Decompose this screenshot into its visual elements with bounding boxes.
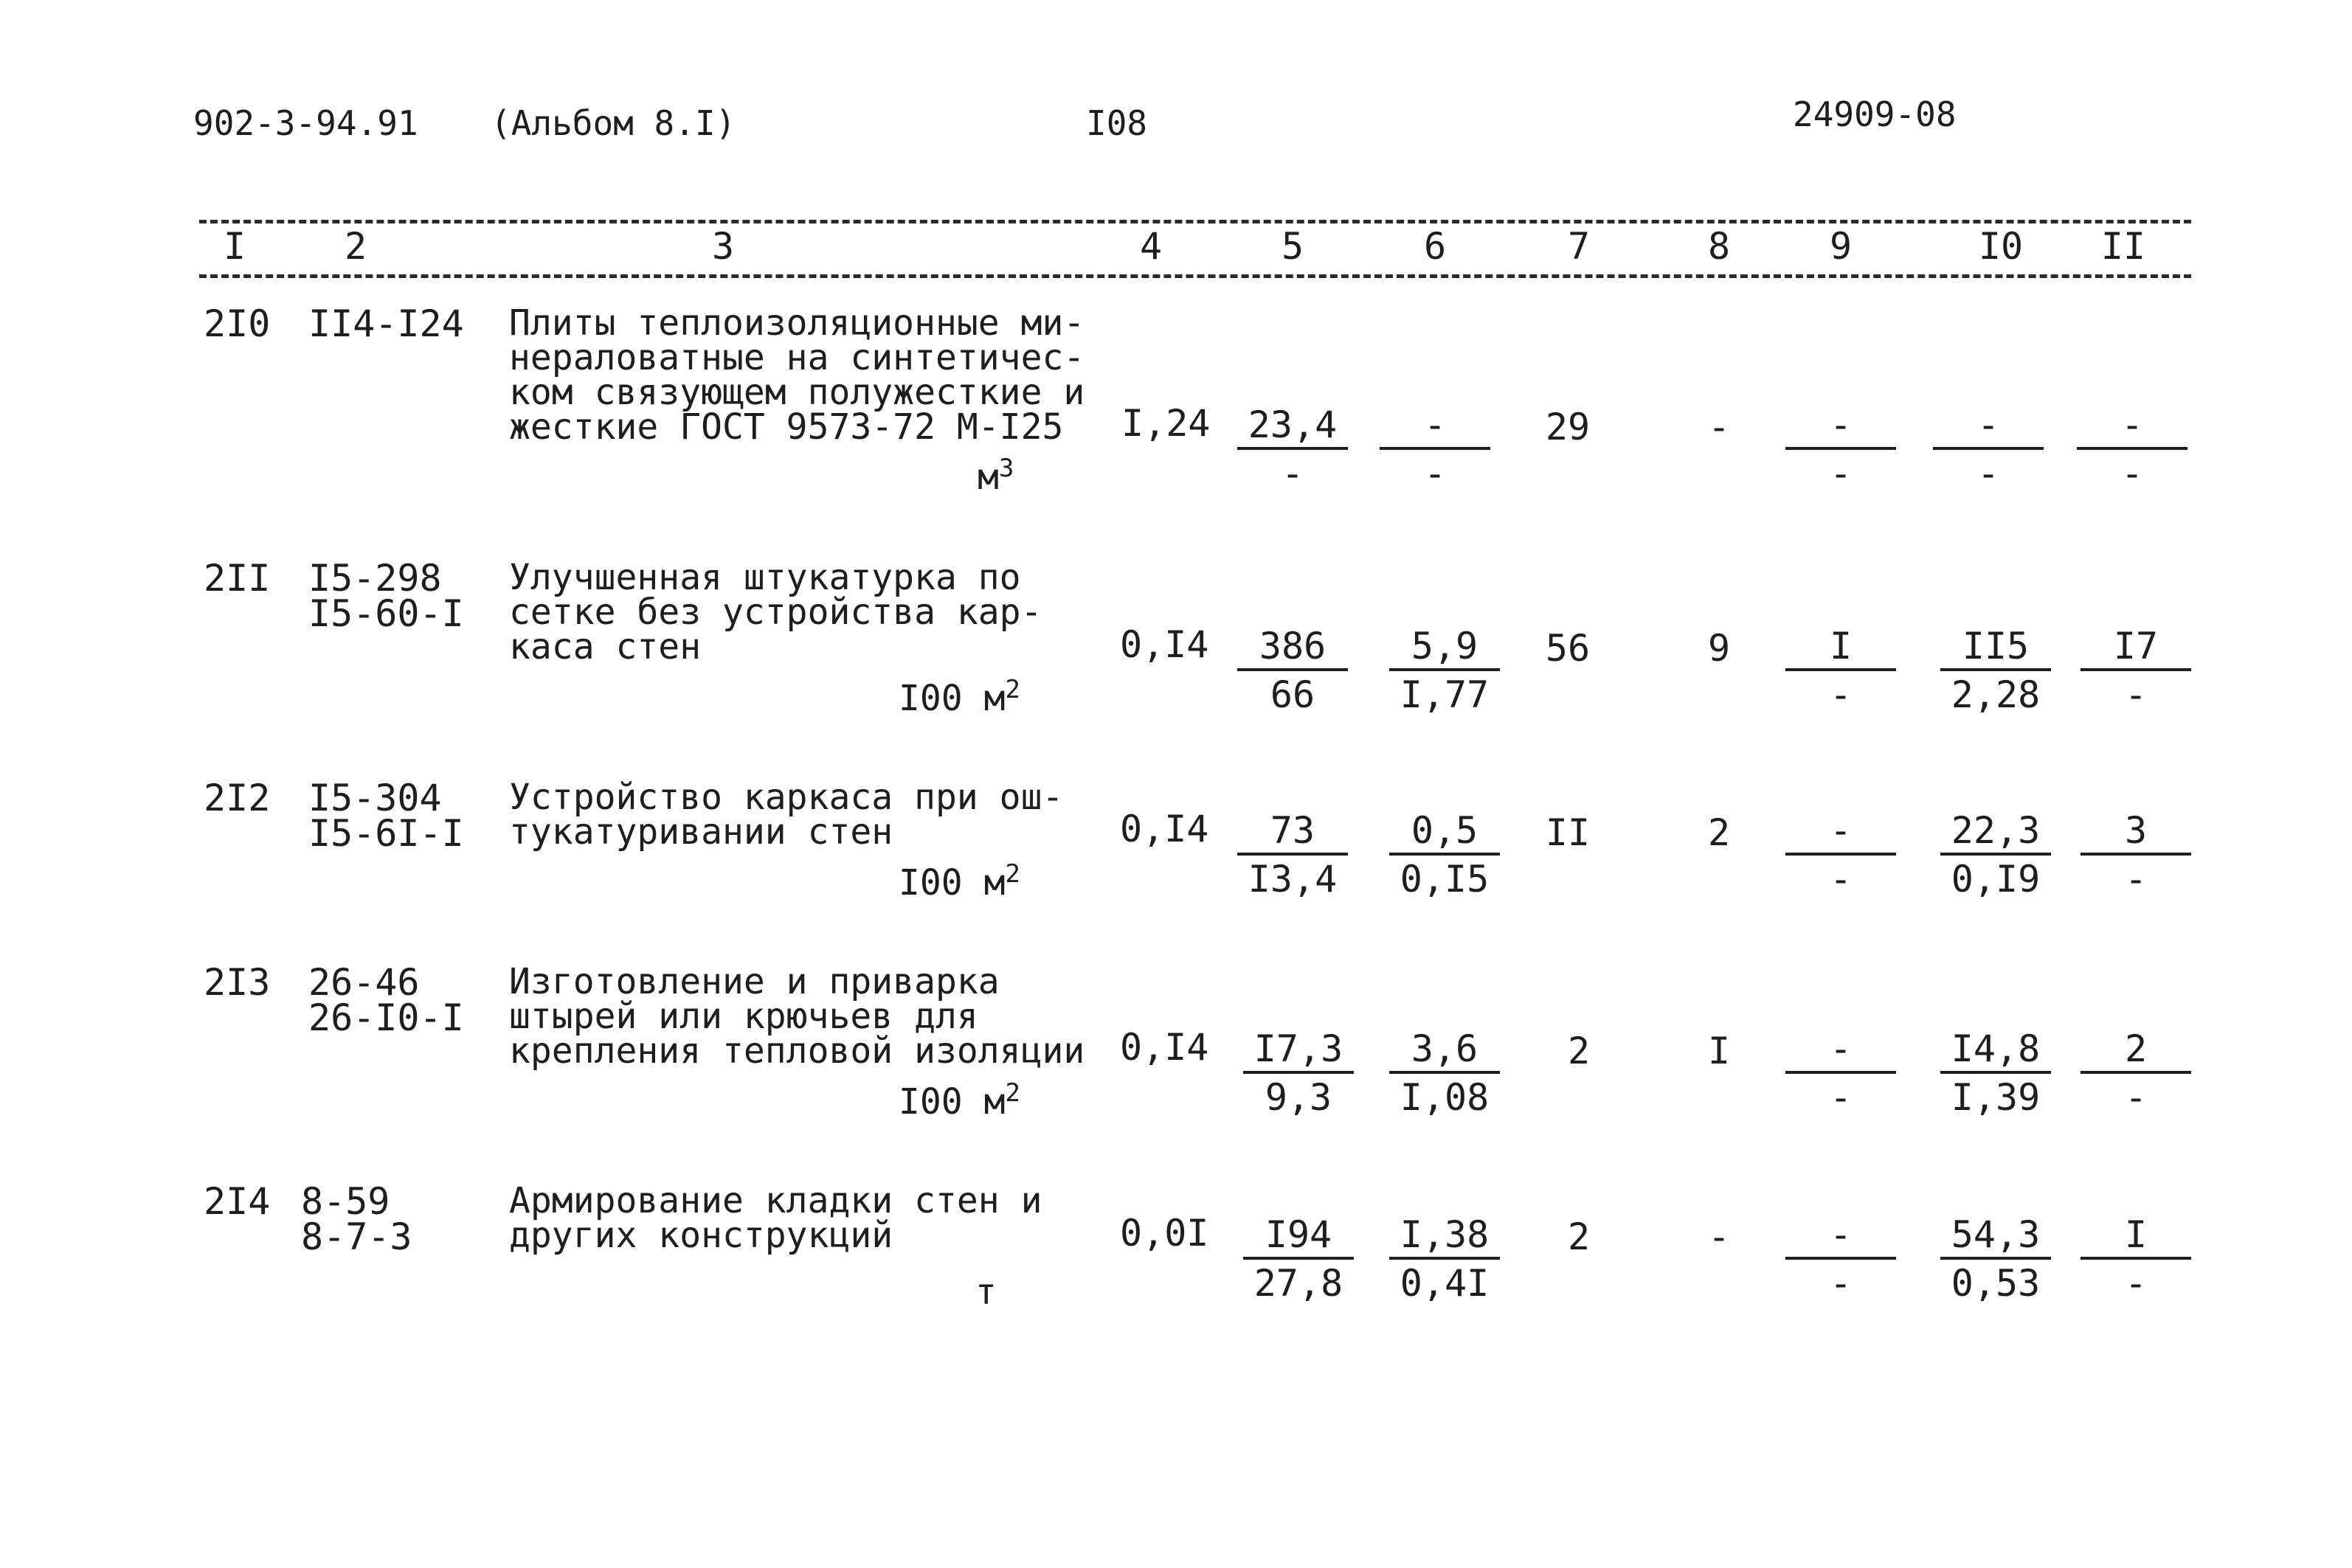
unit-of-measure: I00 $м^2$	[899, 1078, 1020, 1123]
doc-code: 902-3-94.91	[193, 103, 418, 143]
unit-of-measure: $м^3$	[978, 454, 1014, 498]
norm-code-secondary: 26-I0-I	[308, 996, 464, 1039]
cell-col5: $\frac{I94}{27,8}$	[1243, 1214, 1354, 1304]
cell-col11: I -	[2081, 1214, 2191, 1304]
cell-col4: 0,0I	[1120, 1212, 1209, 1255]
norm-code-secondary: 8-7-3	[301, 1215, 412, 1258]
row-number: 2I0	[204, 302, 271, 345]
cell-col10: $\frac{I4,8}{I,39}$	[1940, 1028, 2051, 1118]
header-bottom-rule	[199, 274, 2191, 278]
cell-col7: 29	[1545, 406, 1591, 448]
cell-col6: - -	[1380, 404, 1490, 494]
cell-col5: $\frac{I7,3}{9,3}$	[1243, 1028, 1354, 1118]
cell-col9: - -	[1785, 810, 1896, 900]
cell-col5: 23,4 -	[1237, 404, 1348, 494]
cell-col10: $\frac{22,3}{0,I9}$	[1940, 810, 2051, 900]
cell-col8: 2	[1707, 811, 1731, 854]
cell-col4: 0,I4	[1120, 808, 1209, 850]
column-number-5: 5	[1281, 225, 1304, 268]
row-number: 2I2	[204, 777, 271, 819]
norm-code: I5-298	[308, 557, 442, 600]
cell-col11: 3 -	[2081, 810, 2191, 900]
unit-of-measure: I00 $м^2$	[899, 859, 1020, 903]
cell-col5: $\frac{386}{66}$	[1237, 625, 1348, 715]
row-number: 2II	[204, 557, 271, 600]
cell-col6: $\frac{3,6}{I,08}$	[1389, 1028, 1500, 1118]
row-description: Армирование кладки стен и других конструкций	[509, 1180, 1042, 1256]
cell-col7: 2	[1567, 1030, 1591, 1072]
cell-col8: -	[1707, 406, 1731, 448]
column-number-7: 7	[1567, 225, 1591, 268]
row-description: Устройство каркаса при ош- тукатуривании стен	[509, 777, 1064, 853]
cell-col11: - -	[2077, 404, 2187, 494]
column-number-9: 9	[1829, 225, 1853, 268]
cell-col7: 2	[1567, 1215, 1591, 1258]
cell-col8: 9	[1707, 627, 1731, 670]
norm-code: 26-46	[308, 961, 420, 1004]
row-number: 2I3	[204, 961, 271, 1004]
cell-col9: - -	[1785, 404, 1896, 494]
album-label: (Альбом 8.I)	[491, 103, 736, 143]
cell-col4: I,24	[1121, 402, 1211, 445]
page-number: I08	[1086, 103, 1148, 143]
column-number-3: 3	[711, 225, 735, 268]
unit-of-measure: I00 $м^2$	[899, 675, 1020, 719]
cell-col7: 56	[1545, 627, 1591, 670]
norm-code: I5-304	[308, 777, 442, 819]
cell-col5: $\frac{73}{I3,4}$	[1237, 810, 1348, 900]
cell-col10: - -	[1933, 404, 2044, 494]
norm-code-secondary: I5-6I-I	[308, 812, 464, 855]
cell-col6: $\frac{5,9}{I,77}$	[1389, 625, 1500, 715]
archive-number: 24909-08	[1793, 94, 1957, 134]
column-number-10: I0	[1978, 225, 2024, 268]
cell-col4: 0,I4	[1120, 623, 1209, 666]
cell-col8: I	[1707, 1030, 1731, 1072]
column-number-4: 4	[1139, 225, 1163, 268]
cell-col4: 0,I4	[1120, 1026, 1209, 1069]
cell-col9: I -	[1785, 625, 1896, 715]
column-number-1: I	[223, 225, 246, 268]
cell-col9: - -	[1785, 1028, 1896, 1118]
cell-col6: $\frac{0,5}{0,I5}$	[1389, 810, 1500, 900]
cell-col9: - -	[1785, 1214, 1896, 1304]
cell-col10: $\frac{54,3}{0,53}$	[1940, 1214, 2051, 1304]
cell-col10: $\frac{II5}{2,28}$	[1940, 625, 2051, 715]
row-description: Плиты теплоизоляционные ми- нераловатные на синтетичес- ком связующем полужесткие и жесткие ГОСТ 9573-72 М-I25	[509, 302, 1085, 448]
cell-col8: -	[1707, 1215, 1731, 1258]
norm-code: 8-59	[301, 1180, 390, 1223]
cell-col11: 2 -	[2081, 1028, 2191, 1118]
cell-col11: I7 -	[2081, 625, 2191, 715]
row-description: Изготовление и приварка штырей или крючьев для крепления тепловой изоляции	[509, 961, 1085, 1072]
row-number: 2I4	[204, 1180, 271, 1223]
norm-code: II4-I24	[308, 302, 464, 345]
unit-of-measure: т	[975, 1272, 997, 1313]
cell-col7: II	[1545, 811, 1591, 854]
column-number-8: 8	[1707, 225, 1731, 268]
column-number-6: 6	[1423, 225, 1447, 268]
column-number-2: 2	[344, 225, 367, 268]
row-description: Улучшенная штукатурка по сетке без устройства кар- каса стен	[509, 557, 1042, 667]
column-number-11: II	[2100, 225, 2146, 268]
norm-code-secondary: I5-60-I	[308, 592, 464, 635]
cell-col6: $\frac{I,38}{0,4I}$	[1389, 1214, 1500, 1304]
header-top-rule	[199, 220, 2191, 223]
